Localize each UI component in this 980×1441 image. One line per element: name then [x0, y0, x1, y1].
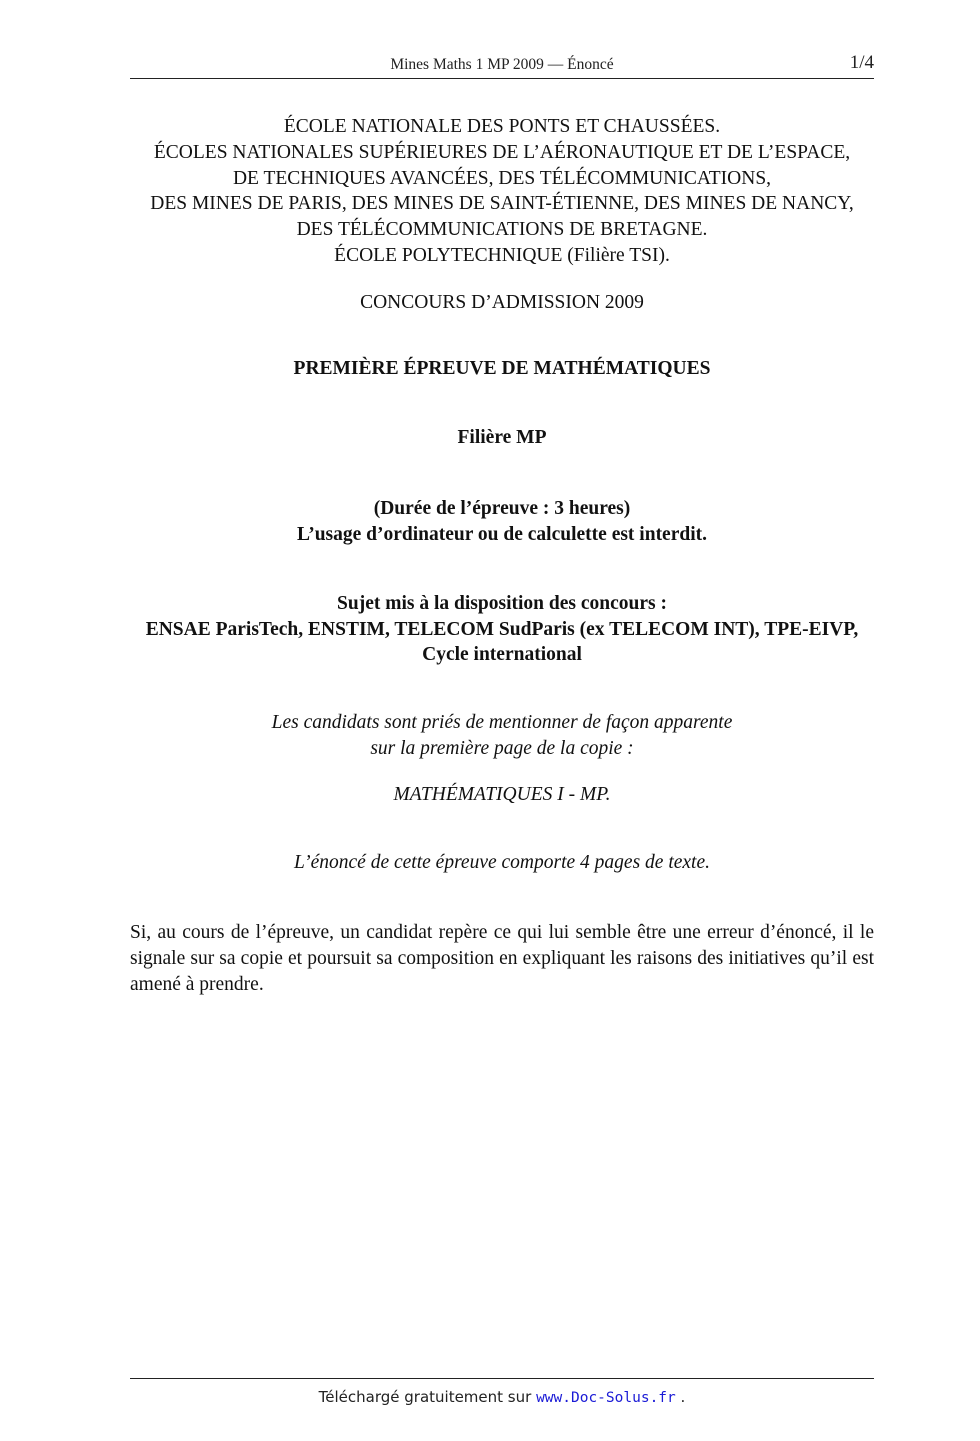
header-title: Mines Maths 1 MP 2009 — Énoncé — [390, 56, 614, 73]
sujet-line: Cycle international — [422, 644, 582, 666]
page-footer — [130, 1388, 874, 1406]
candidats-line: sur la première page de la copie : — [370, 737, 634, 759]
school-line: ÉCOLE NATIONALE DES PONTS ET CHAUSSÉES. — [283, 116, 721, 137]
school-line: DES TÉLÉCOMMUNICATIONS DE BRETAGNE. — [296, 219, 708, 241]
concours-title: CONCOURS D’ADMISSION 2009 — [360, 292, 644, 313]
school-line: DE TECHNIQUES AVANCÉES, DES TÉLÉCOMMUNICATIONS, — [232, 167, 772, 189]
duree-block — [130, 496, 874, 547]
school-line: ÉCOLES NATIONALES SUPÉRIEURES DE L’AÉRONAUTIQUE ET DE L’ESPACE, — [153, 141, 851, 163]
copy-label: MATHÉMATIQUES I - MP. — [393, 784, 611, 805]
pages-info: L’énoncé de cette épreuve comporte 4 pages de texte. — [294, 852, 710, 873]
sujet-block — [130, 591, 874, 668]
school-line: DES MINES DE PARIS, DES MINES DE SAINT-ÉTIENNE, DES MINES DE NANCY, — [150, 193, 854, 215]
doc-solus-link[interactable]: www.Doc-Solus.fr — [536, 1390, 676, 1406]
epreuve-title: PREMIÈRE ÉPREUVE DE MATHÉMATIQUES — [293, 358, 711, 379]
page-header — [130, 54, 874, 79]
sujet-line: Sujet mis à la disposition des concours : — [337, 593, 667, 614]
calculator-rule: L’usage d’ordinateur ou de calculette est interdit. — [296, 523, 707, 545]
footer-prefix: Téléchargé gratuitement sur — [318, 1388, 532, 1406]
candidats-note — [130, 710, 874, 761]
footer-divider — [130, 1378, 874, 1379]
sujet-line: ENSAE ParisTech, ENSTIM, TELECOM SudParis (ex TELECOM INT), TPE-EIVP, — [145, 618, 859, 640]
duree-line: (Durée de l’épreuve : 3 heures) — [373, 498, 631, 519]
instructions-paragraph: Si, au cours de l’épreuve, un candidat repère ce qui lui semble être une erreur d’énoncé, il le signale sur sa copie et poursuit sa composition en expliquant les raisons des initiatives qu’il est amené à prendre. — [130, 922, 874, 995]
filiere-label: Filière MP — [457, 427, 547, 448]
candidats-line: Les candidats sont priés de mentionner de façon apparente — [271, 712, 733, 733]
footer-suffix: . — [680, 1388, 686, 1406]
schools-list — [130, 114, 874, 269]
page-number: 1/4 — [849, 52, 874, 73]
school-line: ÉCOLE POLYTECHNIQUE (Filière TSI). — [334, 244, 670, 266]
